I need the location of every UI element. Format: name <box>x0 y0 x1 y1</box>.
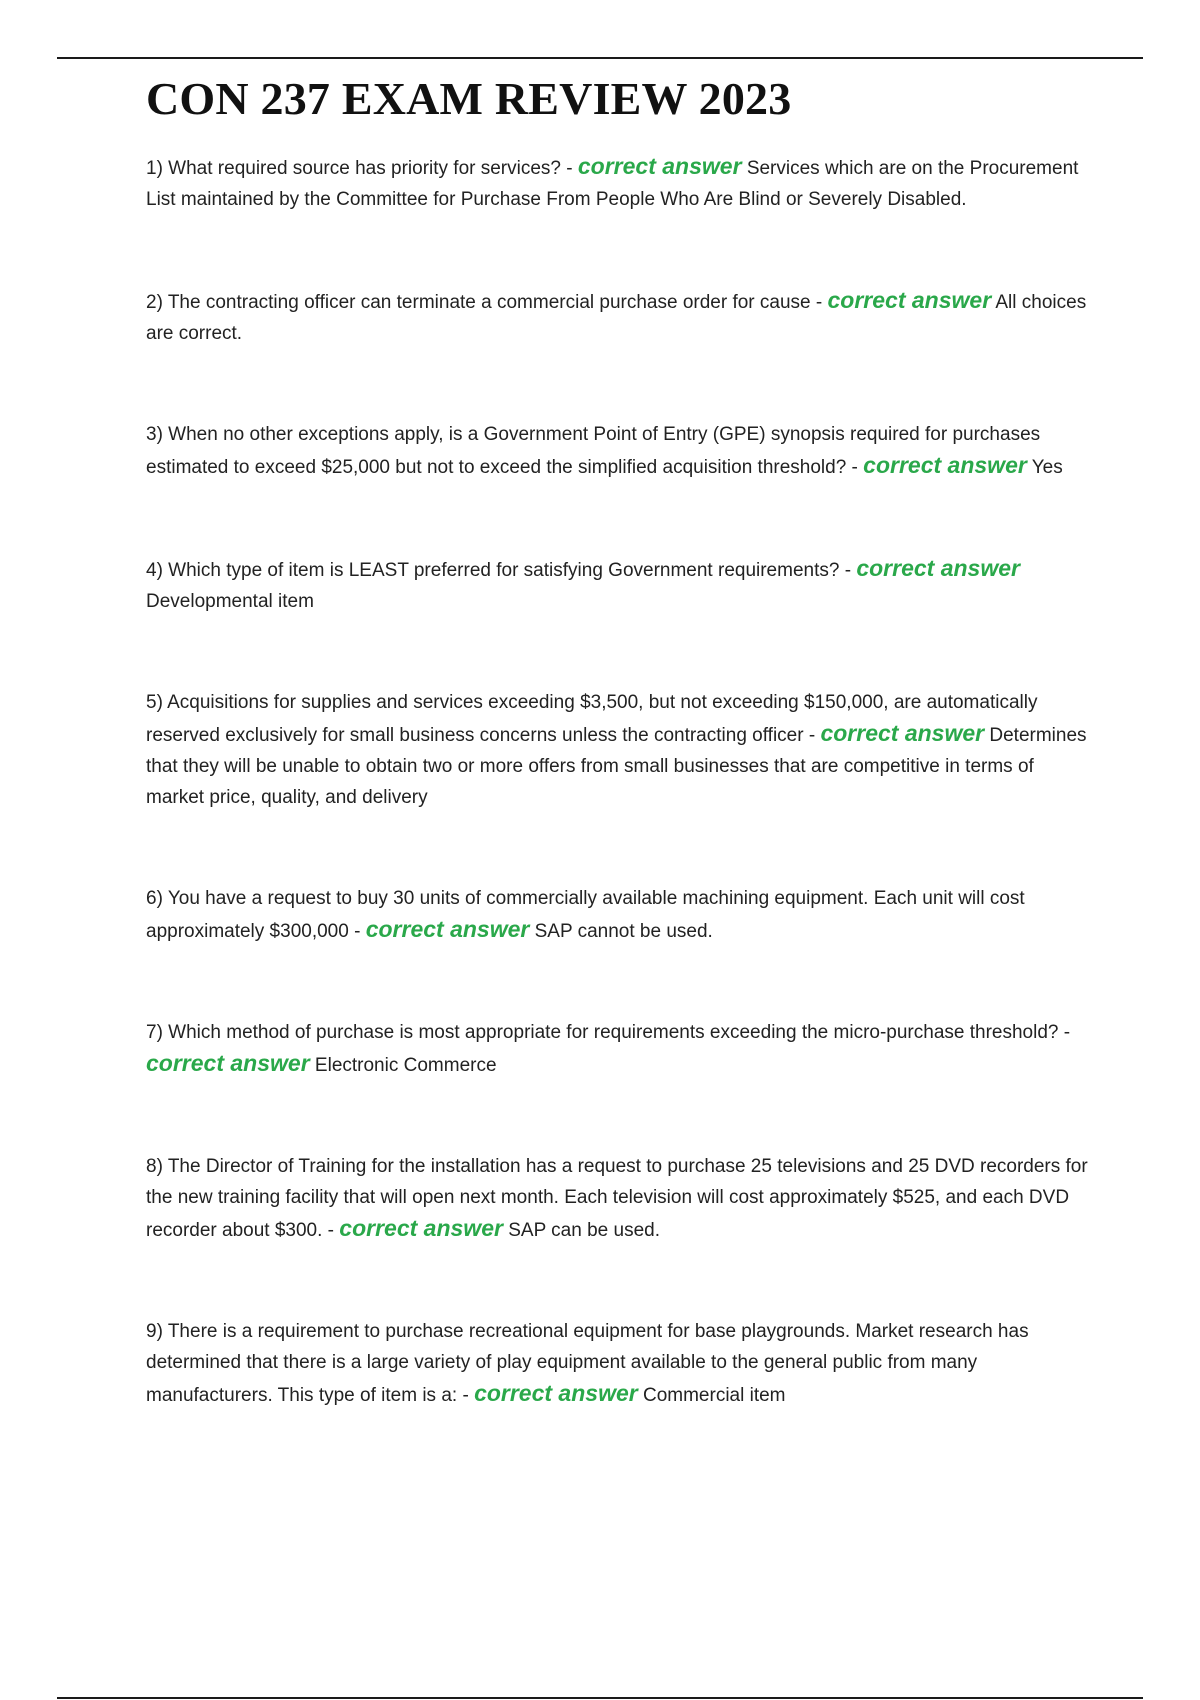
question-text: 4) Which type of item is LEAST preferred for satisfying Government requirements? - <box>146 559 852 581</box>
answer-text: All choices are correct. <box>146 291 1087 344</box>
question-text: 6) You have a request to buy 30 units of commercially available machining equipment. Each unit will cost approximately $300,000 - <box>146 887 1025 942</box>
document-title: CON 237 EXAM REVIEW 2023 <box>146 73 792 124</box>
question-text: 1) What required source has priority for services? - <box>146 157 573 179</box>
qa-item-8 <box>146 1151 1091 1246</box>
question-text: 9) There is a requirement to purchase recreational equipment for base playgrounds. Market research has determined that there is a large variety of play equipment available to the general public from many manufacturers. This type of item is a: - <box>146 1320 1029 1406</box>
answer-text: Yes <box>1031 456 1063 478</box>
answer-marker: correct answer <box>577 152 742 179</box>
answer-marker: correct answer <box>339 1214 503 1241</box>
answer-marker: correct answer <box>820 719 985 746</box>
answer-text: Determines that they will be unable to obtain two or more offers from small businesses that are competitive in terms of market price, quality, and delivery <box>146 724 1087 808</box>
answer-text: Commercial item <box>642 1384 786 1406</box>
qa-item-6 <box>146 883 1091 947</box>
qa-item-9 <box>146 1316 1091 1411</box>
answer-text: Electronic Commerce <box>314 1054 497 1076</box>
qa-item-2 <box>146 285 1091 349</box>
answer-marker: correct answer <box>365 915 530 942</box>
question-text: 3) When no other exceptions apply, is a Government Point of Entry (GPE) synopsis required for purchases estimated to exceed $25,000 but not to exceed the simplified acquisition threshold? - <box>146 423 1041 478</box>
question-text: 8) The Director of Training for the installation has a request to purchase 25 televisions and 25 DVD recorders for the new training facility that will open next month. Each television will cost approximately $525, and each DVD recorder about $300. - <box>146 1155 1088 1241</box>
document-body <box>146 66 1091 1411</box>
answer-marker: correct answer <box>827 286 992 313</box>
answer-text: Services which are on the Procurement List maintained by the Committee for Purchase From People Who Are Blind or Severely Disabled. <box>146 157 1079 210</box>
qa-item-5 <box>146 687 1091 813</box>
answer-text: Developmental item <box>146 590 314 612</box>
bottom-rule <box>57 1697 1143 1699</box>
answer-marker: correct answer <box>856 554 1020 581</box>
answer-text: SAP can be used. <box>508 1219 660 1241</box>
top-rule <box>57 57 1143 59</box>
qa-item-7 <box>146 1017 1091 1081</box>
question-text: 2) The contracting officer can terminate a commercial purchase order for cause - <box>146 291 823 313</box>
question-text: 5) Acquisitions for supplies and services exceeding $3,500, but not exceeding $150,000, are automatically reserved exclusively for small business concerns unless the contracting officer - <box>146 691 1038 746</box>
answer-marker: correct answer <box>474 1379 638 1406</box>
qa-item-3 <box>146 419 1091 483</box>
question-text: 7) Which method of purchase is most appropriate for requirements exceeding the micro-purchase threshold? - <box>146 1021 1071 1043</box>
qa-item-1 <box>146 151 1091 215</box>
answer-text: SAP cannot be used. <box>534 920 713 942</box>
answer-marker: correct answer <box>863 451 1027 478</box>
qa-item-4 <box>146 553 1091 617</box>
answer-marker: correct answer <box>146 1049 310 1076</box>
